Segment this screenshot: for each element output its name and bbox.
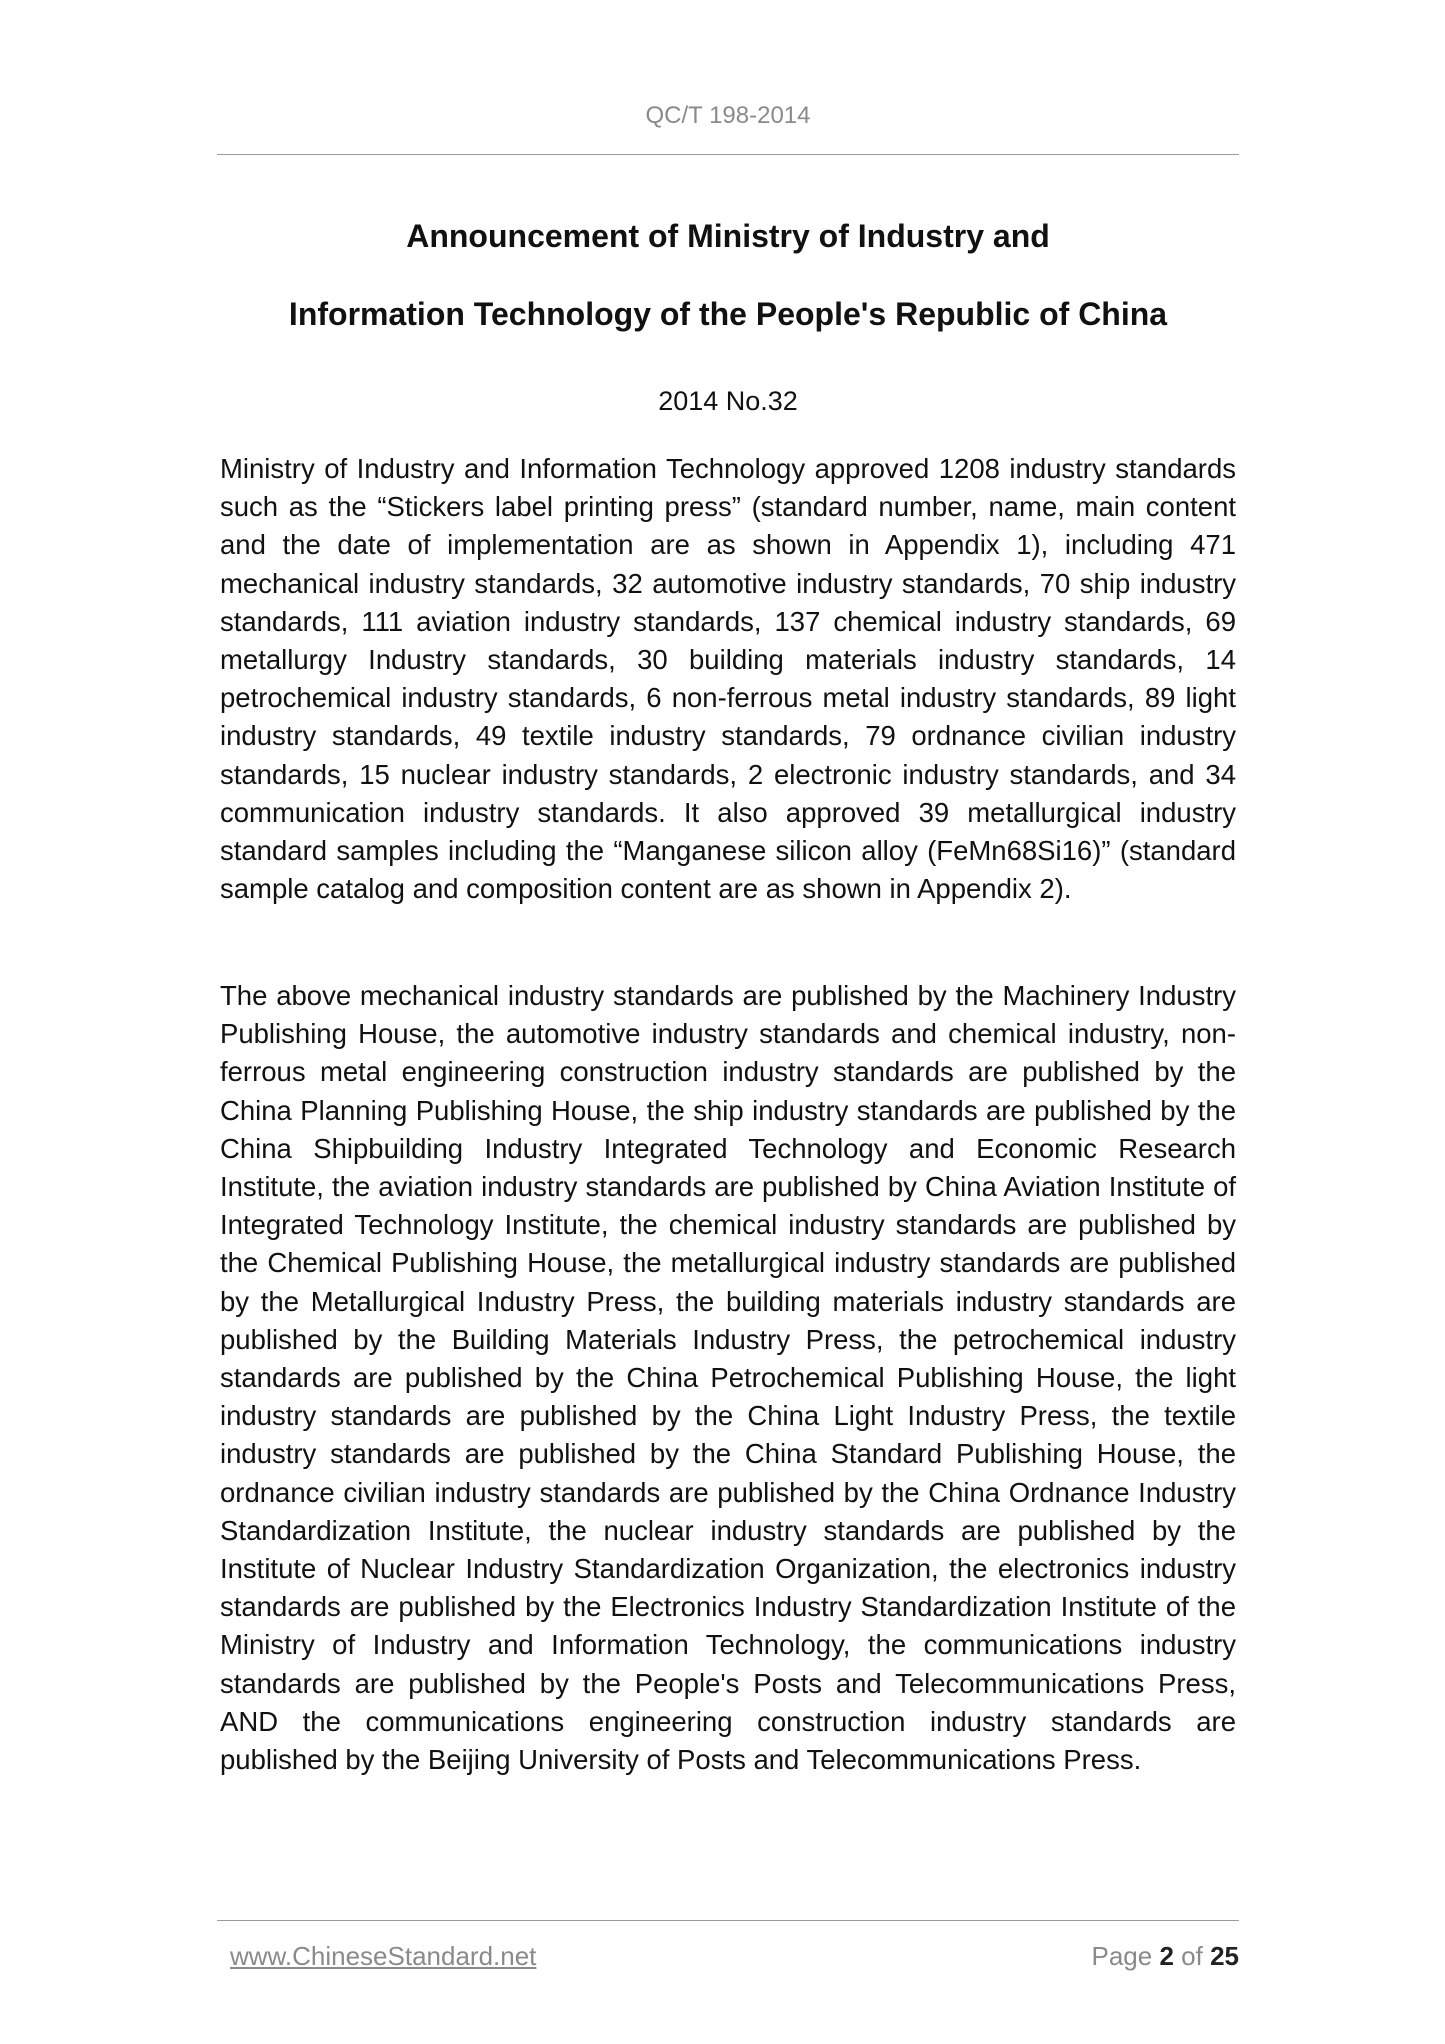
body-paragraph-2: The above mechanical industry standards are published by the Machinery Industry Publishing House, the automotive industry standards and chemical industry, non-ferrous metal engineering construction industry standards are published by the China Planning Publishing House, the ship industry standards are published by the China Shipbuilding Industry Integrated Technology and Economic Research Institute, the aviation industry standards are published by China Aviation Institute of Integrated Technology Institute, the chemical industry standards are published by the Chemical Publishing House, the metallurgical industry standards are published by the Metallurgical Industry Press, the building materials industry standards are published by the Building Materials Industry Press, the petrochemical industry standards are published by the China Petrochemical Publishing House, the light industry standards are published by the China Light Industry Press, the textile industry standards are published by the China Standard Publishing House, the ordnance civilian industry standards are published by the China Ordnance Industry Standardization Institute, the nuclear industry standards are published by the Institute of Nuclear Industry Standardization Organization, the electronics industry standards are published by the Electronics Industry Standardization Institute of the Ministry of Industry and Information Technology, the communications industry standards are published by the People's Posts and Telecommunications Press, AND the communications engineering construction industry standards are published by the Beijing University of Posts and Telecommunications Press.	[220, 980, 1236, 1776]
running-header: QC/T 198-2014	[645, 102, 811, 129]
current-page-number: 2	[1159, 1941, 1174, 1971]
page-indicator	[1091, 1941, 1239, 1972]
page-title-line-2: Information Technology of the People's Republic of China	[288, 296, 1168, 332]
header-divider	[217, 154, 1239, 155]
footer-divider	[217, 1920, 1239, 1921]
of-word: of	[1181, 1941, 1203, 1971]
body-paragraph-1: Ministry of Industry and Information Technology approved 1208 industry standards such as the “Stickers label printing press” (standard number, name, main content and the date of implementation are as shown in Appendix 1), including 471 mechanical industry standards, 32 automotive industry standards, 70 ship industry standards, 111 aviation industry standards, 137 chemical industry standards, 69 metallurgy Industry standards, 30 building materials industry standards, 14 petrochemical industry standards, 6 non-ferrous metal industry standards, 89 light industry standards, 49 textile industry standards, 79 ordnance civilian industry standards, 15 nuclear industry standards, 2 electronic industry standards, and 34 communication industry standards. It also approved 39 metallurgical industry standard samples including the “Manganese silicon alloy (FeMn68Si16)” (standard sample catalog and composition content are as shown in Appendix 2).	[220, 453, 1236, 905]
website-link[interactable]: www.ChineseStandard.net	[230, 1941, 537, 1971]
page-word: Page	[1091, 1941, 1153, 1971]
total-pages-number: 25	[1210, 1941, 1239, 1971]
page-title-line-1: Announcement of Ministry of Industry and	[406, 218, 1050, 254]
announcement-number: 2014 No.32	[658, 386, 798, 416]
